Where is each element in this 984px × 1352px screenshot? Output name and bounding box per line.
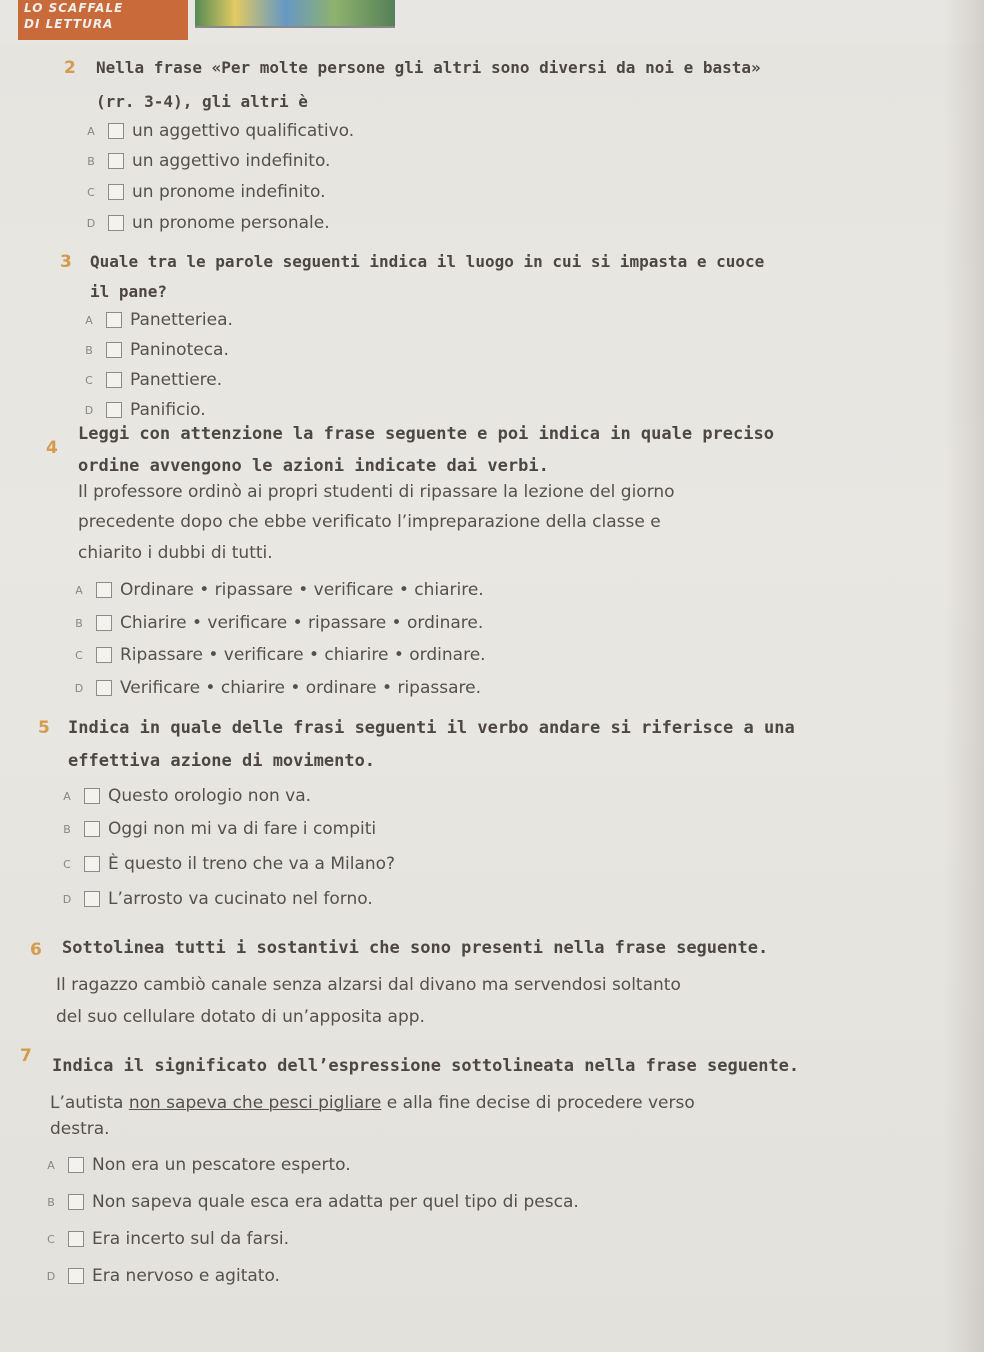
option-text: Non era un pescatore esperto. [92, 1155, 351, 1175]
option-letter: D [86, 216, 96, 230]
answer-option[interactable] [84, 121, 354, 141]
option-letter: B [85, 343, 93, 357]
answer-option[interactable] [82, 370, 222, 390]
option-letter: C [85, 373, 93, 387]
checkbox[interactable] [96, 647, 112, 663]
option-letter: A [47, 1158, 55, 1172]
option-letter: D [46, 1269, 56, 1283]
exercise-sentence: destra. [50, 1119, 110, 1139]
answer-option[interactable] [60, 819, 376, 839]
option-letter: B [63, 822, 71, 836]
option-text: Panetteriea. [130, 310, 233, 330]
checkbox[interactable] [96, 680, 112, 696]
question-number: 5 [38, 718, 50, 738]
option-letter: D [84, 403, 94, 417]
option-letter: D [62, 892, 72, 906]
question-text: Indica in quale delle frasi seguenti il verbo andare si riferisce a una [68, 718, 795, 738]
answer-option[interactable] [44, 1266, 280, 1286]
option-text: Non sapeva quale esca era adatta per quel tipo di pesca. [92, 1192, 579, 1212]
checkbox[interactable] [68, 1268, 84, 1284]
option-text: L’arrosto va cucinato nel forno. [108, 889, 373, 909]
underlined-expression: non sapeva che pesci pigliare [128, 1093, 382, 1113]
answer-option[interactable] [60, 854, 395, 874]
checkbox[interactable] [108, 153, 124, 169]
question-text: Quale tra le parole seguenti indica il luogo in cui si impasta e cuoce [90, 252, 765, 271]
checkbox[interactable] [106, 402, 122, 418]
answer-option[interactable] [60, 889, 373, 909]
exercise-sentence: Il professore ordinò ai propri studenti di ripassare la lezione del giorno [78, 482, 675, 502]
answer-option[interactable] [44, 1229, 289, 1249]
page-shadow [944, 0, 984, 1352]
answer-option[interactable] [84, 182, 325, 202]
answer-option[interactable] [82, 310, 233, 330]
question-text: ordine avvengono le azioni indicate dai verbi. [78, 456, 549, 476]
answer-option[interactable] [72, 678, 481, 698]
option-letter: B [47, 1195, 55, 1209]
option-text: un aggettivo qualificativo. [132, 121, 355, 141]
question-text: il pane? [90, 282, 168, 301]
answer-option[interactable] [44, 1155, 351, 1175]
option-letter: C [63, 857, 71, 871]
option-letter: C [47, 1232, 55, 1246]
exercise-sentence: chiarito i dubbi di tutti. [78, 543, 273, 563]
option-text: un pronome personale. [132, 213, 330, 233]
answer-option[interactable] [72, 580, 484, 600]
question-text: Indica il significato dell’espressione sottolineata nella frase seguente. [52, 1056, 800, 1076]
option-text: un aggettivo indefinito. [132, 151, 331, 171]
question-text: Leggi con attenzione la frase seguente e poi indica in quale preciso [78, 424, 774, 444]
option-letter: A [63, 789, 71, 803]
answer-option[interactable] [72, 645, 486, 665]
option-text: Paninoteca. [130, 340, 229, 360]
exercise-sentence [50, 1093, 695, 1113]
sentence-part: L’autista [50, 1093, 129, 1113]
checkbox[interactable] [108, 123, 124, 139]
checkbox[interactable] [84, 891, 100, 907]
option-text: Oggi non mi va di fare i compiti [108, 819, 377, 839]
question-number: 4 [46, 438, 58, 458]
question-text: Sottolinea tutti i sostantivi che sono presenti nella frase seguente. [62, 938, 769, 958]
checkbox[interactable] [108, 215, 124, 231]
brand-line-2: DI LETTURA [24, 17, 114, 31]
checkbox[interactable] [96, 582, 112, 598]
answer-option[interactable] [84, 151, 330, 171]
checkbox[interactable] [106, 342, 122, 358]
checkbox[interactable] [84, 821, 100, 837]
brand-line-1: LO SCAFFALE [24, 1, 124, 15]
option-text: Chiarire • verificare • ripassare • ordinare. [120, 613, 484, 633]
exercise-sentence: precedente dopo che ebbe verificato l’impreparazione della classe e [78, 512, 661, 532]
checkbox[interactable] [68, 1231, 84, 1247]
question-number: 7 [20, 1046, 32, 1066]
checkbox[interactable] [68, 1157, 84, 1173]
answer-option[interactable] [60, 786, 311, 806]
option-letter: B [87, 154, 95, 168]
option-letter: C [87, 185, 95, 199]
question-number: 6 [30, 940, 42, 960]
answer-option[interactable] [84, 213, 330, 233]
option-text: Ordinare • ripassare • verificare • chiarire. [120, 580, 484, 600]
answer-option[interactable] [44, 1192, 579, 1212]
checkbox[interactable] [84, 856, 100, 872]
checkbox[interactable] [96, 615, 112, 631]
checkbox[interactable] [68, 1194, 84, 1210]
exercise-sentence: del suo cellulare dotato di un’apposita app. [56, 1007, 425, 1027]
option-text: Panettiere. [130, 370, 223, 390]
option-text: un pronome indefinito. [132, 182, 326, 202]
option-letter: D [74, 681, 84, 695]
answer-option[interactable] [82, 400, 206, 420]
option-letter: C [75, 648, 83, 662]
checkbox[interactable] [108, 184, 124, 200]
question-text: effettiva azione di movimento. [68, 751, 376, 771]
question-text: (rr. 3-4), gli altri è [96, 92, 308, 111]
checkbox[interactable] [106, 312, 122, 328]
exercise-sentence: Il ragazzo cambiò canale senza alzarsi dal divano ma servendosi soltanto [56, 975, 681, 995]
answer-option[interactable] [82, 340, 229, 360]
question-number: 2 [64, 58, 76, 78]
option-letter: A [85, 313, 93, 327]
option-letter: B [75, 616, 83, 630]
option-text: Era nervoso e agitato. [92, 1266, 280, 1286]
sentence-part: e alla fine decise di procedere verso [381, 1093, 695, 1113]
option-letter: A [87, 124, 95, 138]
option-text: Verificare • chiarire • ordinare • ripassare. [120, 678, 481, 698]
option-text: Ripassare • verificare • chiarire • ordinare. [120, 645, 486, 665]
question-number: 3 [60, 252, 72, 272]
option-text: Era incerto sul da farsi. [92, 1229, 290, 1249]
option-text: È questo il treno che va a Milano? [108, 854, 396, 874]
checkbox[interactable] [106, 372, 122, 388]
checkbox[interactable] [84, 788, 100, 804]
option-text: Panificio. [130, 400, 206, 420]
option-letter: A [75, 583, 83, 597]
question-text: Nella frase «Per molte persone gli altri sono diversi da noi e basta» [96, 58, 761, 77]
answer-option[interactable] [72, 613, 483, 633]
option-text: Questo orologio non va. [108, 786, 312, 806]
